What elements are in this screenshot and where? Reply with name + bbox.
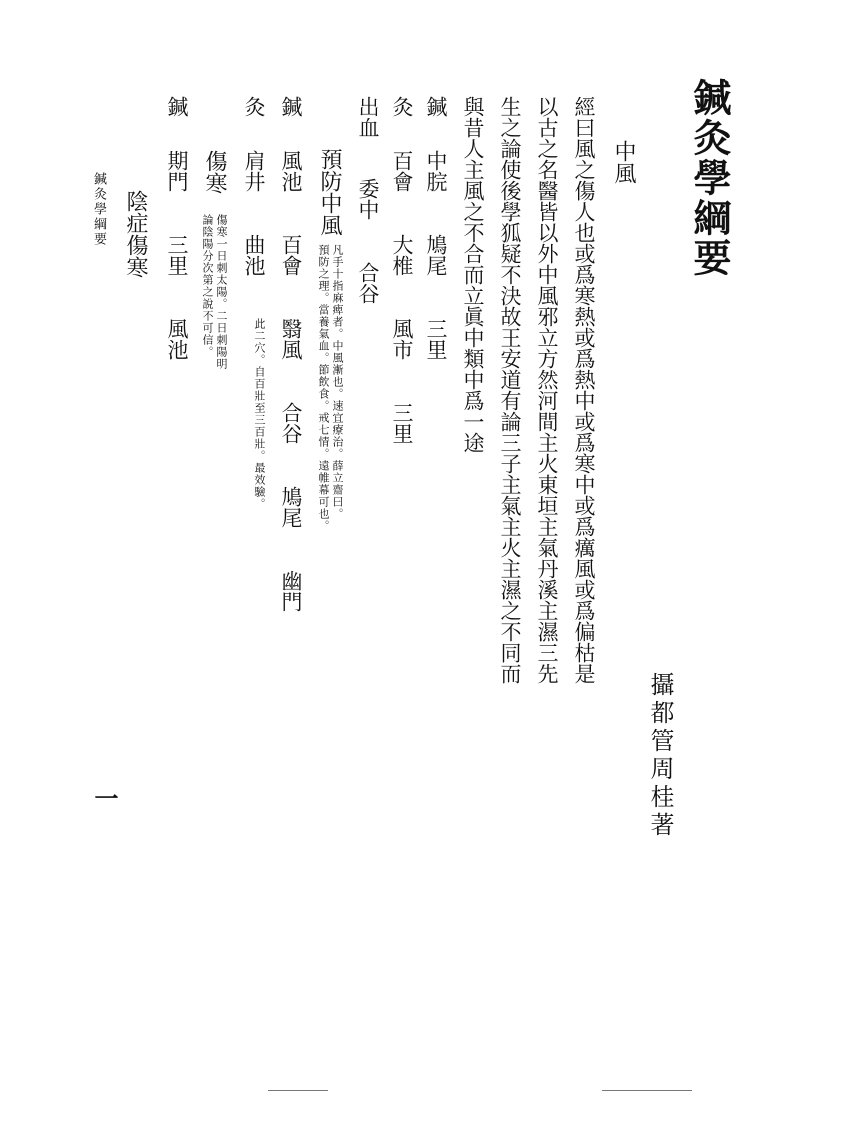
acupoint: 曲池 [242, 234, 266, 276]
paragraph-line-1: 經曰風之傷人也或爲寒熱或爲熱中或爲寒中或爲癘風或爲偏枯是 [572, 96, 596, 684]
author-line: 攝都管周桂著 [646, 672, 674, 840]
acupoint: 風市 [390, 318, 414, 360]
acupoint: 百會 [390, 150, 414, 192]
treatment-points [357, 178, 378, 322]
prevention-heading: 預防中風 [317, 148, 342, 236]
scan-artifact [602, 1090, 692, 1091]
acupoint: 翳風 [279, 318, 303, 360]
treatment-points [280, 150, 301, 630]
paragraph-line-4: 與昔人主風之不合而立眞中類中爲一途 [461, 96, 485, 453]
treatment-label: 鍼 [279, 96, 303, 117]
treatment-label: 出血 [356, 96, 380, 138]
acupoint: 合谷 [356, 262, 380, 304]
acupoint: 期門 [165, 150, 189, 192]
acupoint: 百會 [279, 234, 303, 276]
moxa-note: 此二穴。自百壯至三百壯。最效驗。 [253, 318, 266, 510]
book-title: 鍼灸學綱要 [687, 78, 732, 278]
scan-artifact [268, 1090, 328, 1091]
acupoint: 肩井 [242, 150, 266, 192]
page-number: 一 [90, 786, 119, 810]
treatment-label: 鍼 [165, 96, 189, 117]
acupoint: 中脘 [424, 150, 448, 192]
paragraph-line-3: 生之論使後學狐疑不決故王安道有論三子主氣主火主濕之不同而 [498, 96, 522, 684]
treatment-points [391, 150, 412, 462]
typhoid-note-line-2: 論陰陽分次第之說不可信。 [201, 214, 214, 358]
section-heading: 中風 [611, 140, 636, 184]
acupoint: 三里 [424, 318, 448, 360]
acupoint: 鳩尾 [279, 486, 303, 528]
margin-title: 鍼灸學綱要 [91, 172, 106, 247]
typhoid-note-line-1: 傷寒一日刺太陽。二日刺陽明 [215, 214, 228, 370]
treatment-label: 灸 [242, 96, 266, 117]
treatment-label: 鍼 [424, 96, 448, 117]
next-section-heading: 陰症傷寒 [123, 190, 148, 278]
acupoint: 幽門 [279, 570, 303, 612]
prevention-note-line-2: 預防之理。當養氣血。節飲食。戒七情。遠帷幕可也。 [317, 244, 330, 532]
acupoint: 風池 [279, 150, 303, 192]
acupoint: 合谷 [279, 402, 303, 444]
treatment-points [243, 150, 264, 294]
treatment-points [425, 150, 446, 378]
treatment-label: 灸 [390, 96, 414, 117]
acupoint: 風池 [165, 318, 189, 360]
acupoint: 委中 [356, 178, 380, 220]
acupoint: 鳩尾 [424, 234, 448, 276]
prevention-note-line-1: 凡手十指麻痺者。中風漸也。速宜療治。薛立齋曰。 [331, 244, 344, 520]
acupoint: 三里 [165, 234, 189, 276]
acupoint: 大椎 [390, 234, 414, 276]
treatment-points [166, 150, 187, 378]
typhoid-heading: 傷寒 [202, 150, 227, 194]
paragraph-line-2: 以古之名醫皆以外中風邪立方然河間主火東垣主氣丹溪主濕三先 [535, 96, 559, 684]
acupoint: 三里 [390, 402, 414, 444]
